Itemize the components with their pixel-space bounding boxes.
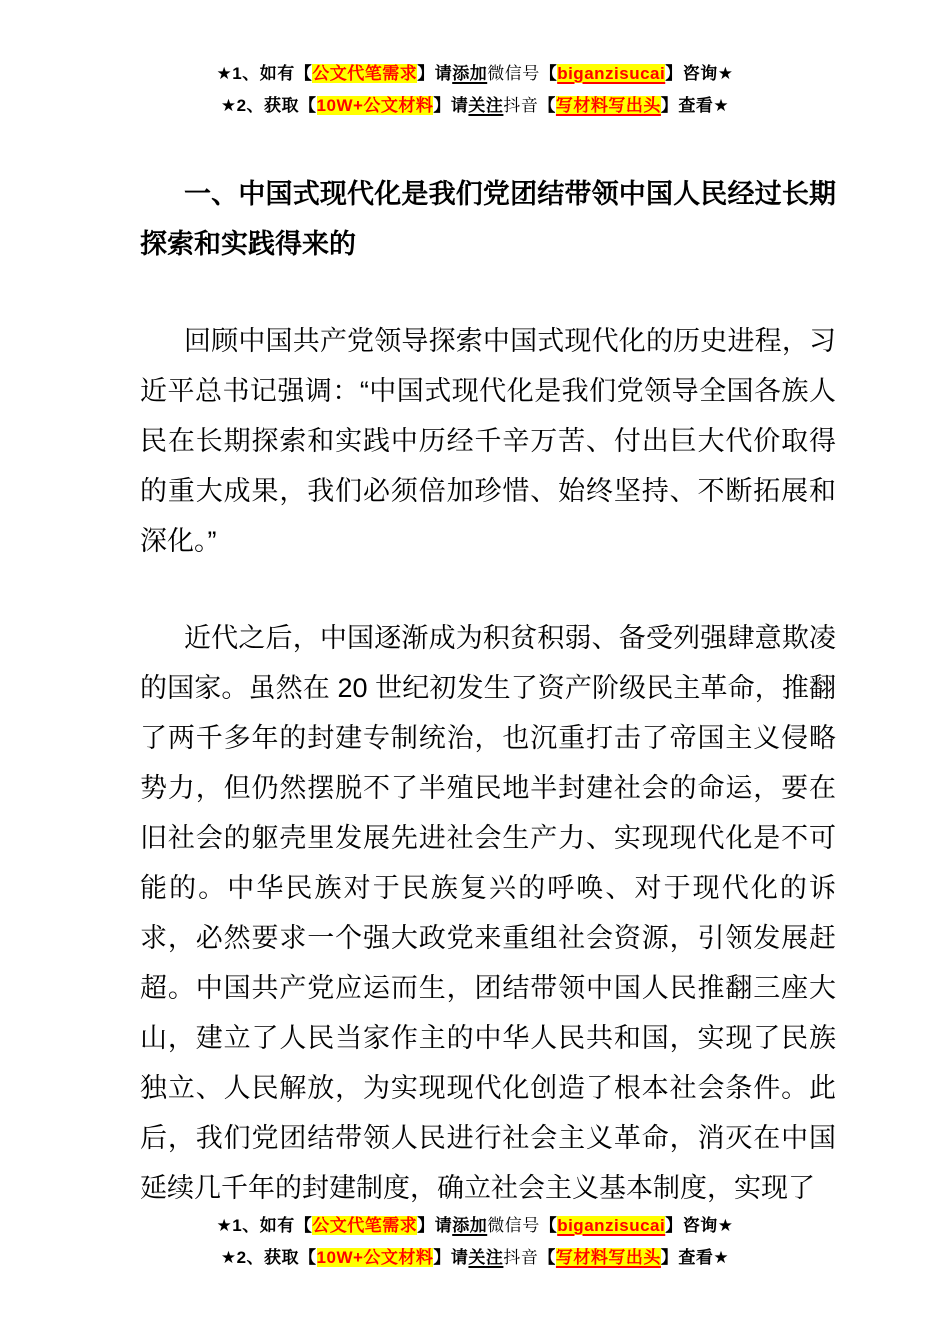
promo-segment: 添加 bbox=[452, 64, 488, 83]
promo-segment: 】请 bbox=[417, 64, 453, 83]
promo-segment: 】请 bbox=[417, 1216, 453, 1235]
promo-segment: biganzisucai bbox=[557, 1216, 666, 1235]
promo-segment: 关注 bbox=[468, 96, 504, 115]
promo-banner-bottom bbox=[0, 1210, 950, 1274]
promo-segment: 微信号 bbox=[487, 64, 540, 83]
body-paragraph-1: 回顾中国共产党领导探索中国式现代化的历史进程，习近平总书记强调：“中国式现代化是我们党领导全国各族人民在长期探索和实践中历经千辛万苦、付出巨大代价取得的重大成果，我们必须倍加珍惜、始终坚持、不断拓展和深化。” bbox=[140, 326, 836, 556]
promo-segment: 写材料写出头 bbox=[555, 1248, 661, 1267]
promo-segment: ★2、获取【 bbox=[220, 1248, 317, 1267]
promo-segment: 】请 bbox=[433, 1248, 469, 1267]
section-heading: 一、中国式现代化是我们党团结带领中国人民经过长期探索和实践得来的 bbox=[140, 179, 836, 259]
promo-segment: ★1、如有【 bbox=[216, 64, 313, 83]
promo-segment: 10W+公文材料 bbox=[316, 96, 434, 115]
promo-segment: 】咨询★ bbox=[665, 1216, 734, 1235]
promo-line-1 bbox=[0, 58, 950, 90]
document-body bbox=[140, 169, 836, 1213]
promo-segment: 】请 bbox=[433, 96, 469, 115]
promo-segment: 】查看★ bbox=[660, 96, 730, 115]
promo-segment: 抖音 bbox=[503, 96, 539, 115]
promo-line-2 bbox=[0, 1242, 950, 1274]
promo-segment: 微信号 bbox=[487, 1216, 540, 1235]
promo-line-1 bbox=[0, 1210, 950, 1242]
promo-line-2 bbox=[0, 90, 950, 122]
promo-segment: 】查看★ bbox=[660, 1248, 730, 1267]
promo-segment: 抖音 bbox=[503, 1248, 539, 1267]
promo-segment: 【 bbox=[538, 96, 556, 115]
promo-segment: 】咨询★ bbox=[665, 64, 734, 83]
promo-segment: 公文代笔需求 bbox=[312, 1216, 418, 1235]
promo-segment: 公文代笔需求 bbox=[312, 64, 418, 83]
promo-segment: 10W+公文材料 bbox=[316, 1248, 434, 1267]
promo-segment: 【 bbox=[538, 1248, 556, 1267]
promo-segment: ★1、如有【 bbox=[216, 1216, 313, 1235]
promo-segment: 【 bbox=[539, 1216, 558, 1235]
promo-segment: 【 bbox=[539, 64, 558, 83]
promo-segment: 添加 bbox=[452, 1216, 488, 1235]
body-paragraph-2: 近代之后，中国逐渐成为积贫积弱、备受列强肆意欺凌的国家。虽然在 20 世纪初发生了资产阶级民主革命，推翻了两千多年的封建专制统治，也沉重打击了帝国主义侵略势力，但仍然摆脱不了半殖民地半封建社会的命运，要在旧社会的躯壳里发展先进社会生产力、实现现代化是不可能的。中华民族对于民族复兴的呼唤、对于现代化的诉求，必然要求一个强大政党来重组社会资源，引领发展赶超。中国共产党应运而生，团结带领中国人民推翻三座大山，建立了人民当家作主的中华人民共和国，实现了民族独立、人民解放，为实现现代化创造了根本社会条件。此后，我们党团结带领人民进行社会主义革命，消灭在中国延续几千年的封建制度，确立社会主义基本制度，实现了 bbox=[140, 623, 836, 1203]
promo-segment: 写材料写出头 bbox=[555, 96, 661, 115]
promo-banner-top bbox=[0, 58, 950, 122]
promo-segment: ★2、获取【 bbox=[220, 96, 317, 115]
promo-segment: 关注 bbox=[468, 1248, 504, 1267]
promo-segment: biganzisucai bbox=[557, 64, 666, 83]
